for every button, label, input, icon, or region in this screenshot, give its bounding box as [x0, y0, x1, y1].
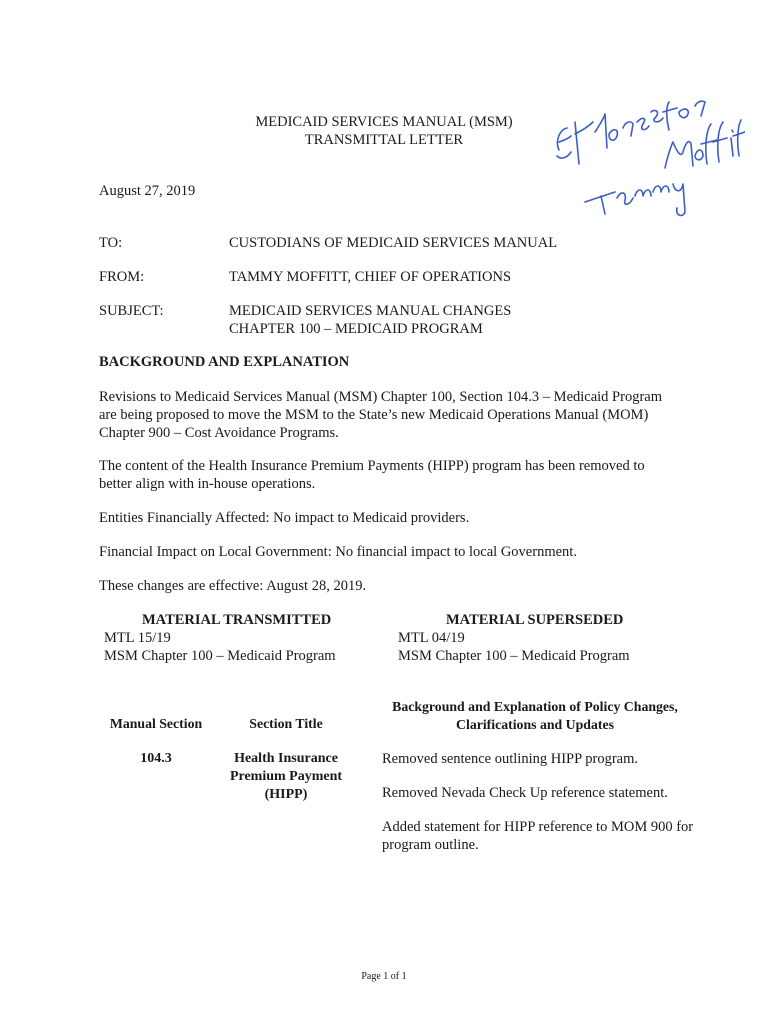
handwritten-signature	[545, 72, 745, 222]
material-superseded-heading: MATERIAL SUPERSEDED	[446, 612, 624, 628]
background-paragraph-2-line-2: better align with in-house operations.	[99, 476, 316, 492]
background-paragraph-1-line-2: are being proposed to move the MSM to the State’s new Medicaid Operations Manual (MOM)	[99, 407, 649, 423]
financial-impact: Financial Impact on Local Government: No financial impact to local Government.	[99, 544, 577, 560]
transmitted-mtl: MTL 15/19	[104, 630, 171, 646]
table-cell-title-line-1: Health Insurance	[234, 751, 338, 766]
header-subtitle: TRANSMITTAL LETTER	[304, 132, 464, 148]
background-heading: BACKGROUND AND EXPLANATION	[99, 354, 350, 370]
table-header-changes-line-1: Background and Explanation of Policy Changes,	[392, 699, 678, 714]
from-value: TAMMY MOFFITT, CHIEF OF OPERATIONS	[229, 269, 512, 285]
table-cell-change-3-line-1: Added statement for HIPP reference to MOM 900 for	[382, 819, 694, 835]
superseded-chapter: MSM Chapter 100 – Medicaid Program	[398, 648, 630, 664]
effective-date: These changes are effective: August 28, 2019.	[99, 578, 367, 594]
table-header-section-title: Section Title	[249, 716, 323, 731]
table-cell-change-2: Removed Nevada Check Up reference statement.	[382, 785, 668, 801]
background-paragraph-1-line-1: Revisions to Medicaid Services Manual (MSM) Chapter 100, Section 104.3 – Medicaid Program	[99, 389, 662, 405]
page-number: Page 1 of 1	[361, 971, 407, 982]
subject-line-1: MEDICAID SERVICES MANUAL CHANGES	[229, 303, 512, 319]
entities-affected: Entities Financially Affected: No impact to Medicaid providers.	[99, 510, 470, 526]
superseded-mtl: MTL 04/19	[398, 630, 465, 646]
table-header-manual-section: Manual Section	[109, 716, 203, 731]
subject-line-2: CHAPTER 100 – MEDICAID PROGRAM	[229, 321, 483, 337]
letter-date: August 27, 2019	[99, 183, 196, 199]
table-cell-title-line-3: (HIPP)	[264, 787, 308, 802]
from-label: FROM:	[99, 269, 145, 285]
header-title: MEDICAID SERVICES MANUAL (MSM)	[255, 114, 513, 130]
to-label: TO:	[99, 235, 123, 251]
table-header-changes-line-2: Clarifications and Updates	[456, 717, 614, 732]
subject-label: SUBJECT:	[99, 303, 164, 319]
table-cell-change-3-line-2: program outline.	[382, 837, 479, 853]
background-paragraph-2-line-1: The content of the Health Insurance Premium Payments (HIPP) program has been removed to	[99, 458, 645, 474]
transmitted-chapter: MSM Chapter 100 – Medicaid Program	[104, 648, 336, 664]
table-cell-title-line-2: Premium Payment	[229, 769, 343, 784]
table-cell-change-1: Removed sentence outlining HIPP program.	[382, 751, 638, 767]
material-transmitted-heading: MATERIAL TRANSMITTED	[142, 612, 332, 628]
table-cell-section: 104.3	[140, 751, 172, 766]
to-value: CUSTODIANS OF MEDICAID SERVICES MANUAL	[229, 235, 558, 251]
background-paragraph-1-line-3: Chapter 900 – Cost Avoidance Programs.	[99, 425, 339, 441]
